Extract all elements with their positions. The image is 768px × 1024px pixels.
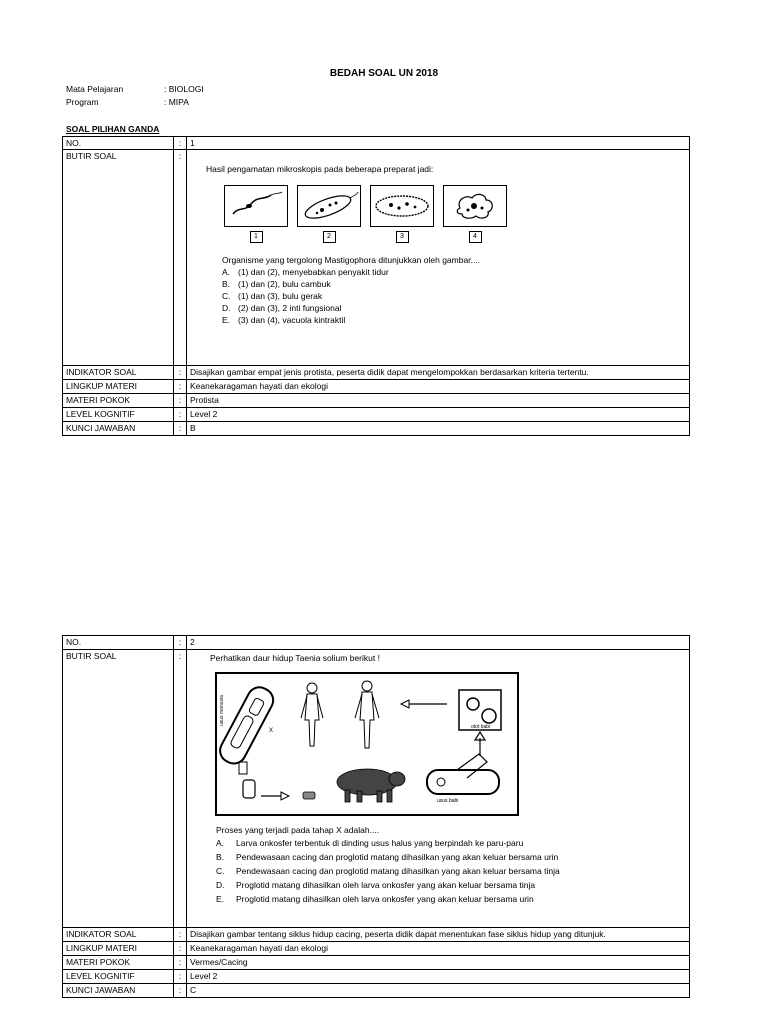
q2-lingkup-label: LINGKUP MATERI [63, 942, 174, 956]
q2-option-a-text: Larva onkosfer terbentuk di dinding usus halus yang berpindah ke paru-paru [236, 838, 524, 848]
ciliate-image [370, 185, 434, 227]
q1-indikator-colon: : [174, 366, 187, 380]
q2-label-usus-babi: usus babi [437, 798, 459, 804]
q2-question: Proses yang terjadi pada tahap X adalah.... [216, 825, 380, 835]
section-heading: SOAL PILIHAN GANDA [66, 124, 160, 134]
q2-lingkup-row [63, 942, 690, 956]
q2-option-d-text: Proglotid matang dihasilkan oleh larva onkosfer yang akan keluar bersama tinja [236, 880, 536, 890]
subject-key: Mata Pelajaran [66, 84, 124, 94]
q2-option-b-text: Pendewasaan cacing dan proglotid matang dihasilkan yang akan keluar bersama urin [236, 852, 559, 862]
q1-question: Organisme yang tergolong Mastigophora ditunjukkan oleh gambar.... [222, 255, 480, 265]
q2-option-e-letter: E. [216, 894, 225, 904]
q1-option-b-letter: B. [222, 279, 231, 289]
q2-option-c-letter: C. [216, 866, 225, 876]
q2-kunci-colon: : [174, 984, 187, 998]
q2-butir-label: BUTIR SOAL [63, 650, 174, 928]
q2-label-usus-manusia: usus manusia [219, 695, 225, 726]
q2-option-d [216, 878, 686, 892]
program-key: Program [66, 97, 99, 107]
q1-materi-row [63, 394, 690, 408]
q1-option-e-letter: E. [222, 315, 231, 325]
q2-level: Level 2 [187, 970, 690, 984]
q1-option-e-text: (3) dan (4), vacuola kintraktil [238, 315, 346, 325]
q2-question-block [216, 824, 686, 906]
q1-option-d-letter: D. [222, 303, 231, 313]
q1-butir-colon: : [174, 150, 187, 366]
amoeba-drawing [444, 186, 506, 226]
q1-level: Level 2 [187, 408, 690, 422]
q2-life-cycle-figure [215, 672, 519, 816]
question-2-table [62, 635, 690, 998]
q1-figure-3-label: 3 [396, 231, 409, 243]
q2-indikator-colon: : [174, 928, 187, 942]
q1-option-a-text: (1) dan (2), menyebabkan penyakit tidur [238, 267, 389, 277]
q1-option-d-text: (2) dan (3), 2 inti fungsional [238, 303, 342, 313]
subject-row [66, 84, 204, 94]
q1-level-label: LEVEL KOGNITIF [63, 408, 174, 422]
q1-number: 1 [187, 137, 690, 150]
q1-kunci-label: KUNCI JAWABAN [63, 422, 174, 436]
q2-kunci-label: KUNCI JAWABAN [63, 984, 174, 998]
q1-no-colon: : [174, 137, 187, 150]
flagellate-1-image [224, 185, 288, 227]
q2-butir-content [187, 650, 690, 928]
q1-materi-label: MATERI POKOK [63, 394, 174, 408]
q2-option-a [216, 836, 686, 850]
q2-materi-row [63, 956, 690, 970]
q2-lingkup: Keanekaragaman hayati dan ekologi [187, 942, 690, 956]
q1-butir-label: BUTIR SOAL [63, 150, 174, 366]
q1-no-label: NO. [63, 137, 174, 150]
paramecium-drawing [371, 186, 433, 226]
q1-level-colon: : [174, 408, 187, 422]
q2-kunci: C [187, 984, 690, 998]
q1-stem: Hasil pengamatan mikroskopis pada beberapa preparat jadi: [206, 164, 434, 174]
q1-butir-content [187, 150, 690, 366]
q1-kunci: B [187, 422, 690, 436]
subject-value: : BIOLOGI [164, 84, 204, 94]
q2-level-row [63, 970, 690, 984]
q1-indikator-label: INDIKATOR SOAL [63, 366, 174, 380]
q2-option-c-text: Pendewasaan cacing dan proglotid matang dihasilkan yang akan keluar bersama tinja [236, 866, 560, 876]
q2-kunci-row [63, 984, 690, 998]
q1-materi-colon: : [174, 394, 187, 408]
q1-option-e [222, 314, 686, 326]
q1-kunci-colon: : [174, 422, 187, 436]
q2-butir-row [63, 650, 690, 928]
q1-indikator-row [63, 366, 690, 380]
q2-label-x: X [269, 728, 274, 734]
q2-option-a-letter: A. [216, 838, 225, 848]
q2-no-colon: : [174, 636, 187, 650]
q2-indikator: Disajikan gambar tentang siklus hidup cacing, peserta didik dapat menentukan fase siklus hidup yang ditunjuk. [187, 928, 690, 942]
taenia-life-cycle-drawing [217, 674, 517, 814]
q2-materi: Vermes/Cacing [187, 956, 690, 970]
q1-materi: Protista [187, 394, 690, 408]
q2-number-row [63, 636, 690, 650]
q1-level-row [63, 408, 690, 422]
q1-option-a [222, 266, 686, 278]
q1-lingkup: Keanekaragaman hayati dan ekologi [187, 380, 690, 394]
q1-option-c-text: (1) dan (3), bulu gerak [238, 291, 323, 301]
q1-lingkup-colon: : [174, 380, 187, 394]
question-1-table [62, 136, 690, 436]
q2-option-b [216, 850, 686, 864]
program-value: : MIPA [164, 97, 189, 107]
q2-indikator-row [63, 928, 690, 942]
q1-figure [224, 185, 686, 243]
amoeba-image [443, 185, 507, 227]
q1-figure-3 [370, 185, 434, 243]
q2-butir-colon: : [174, 650, 187, 928]
q1-figure-2 [297, 185, 361, 243]
q2-level-colon: : [174, 970, 187, 984]
q1-figure-4 [443, 185, 507, 243]
program-row [66, 97, 189, 107]
q1-question-block [222, 254, 686, 326]
q2-option-b-letter: B. [216, 852, 225, 862]
flagellate-2-image [297, 185, 361, 227]
q1-option-b [222, 278, 686, 290]
q2-stem: Perhatikan daur hidup Taenia solium berikut ! [210, 653, 380, 663]
q1-indikator: Disajikan gambar empat jenis protista, peserta didik dapat mengelompokkan berdasarkan kriteria tertentu. [187, 366, 690, 380]
q2-option-c [216, 864, 686, 878]
q2-label-otot-babi: otot babi [471, 724, 491, 730]
trypanosoma-drawing [225, 186, 287, 226]
q2-option-d-letter: D. [216, 880, 225, 890]
euglena-drawing [298, 186, 360, 226]
q2-level-label: LEVEL KOGNITIF [63, 970, 174, 984]
q1-lingkup-label: LINGKUP MATERI [63, 380, 174, 394]
q1-figure-4-label: 4 [469, 231, 482, 243]
q1-option-b-text: (1) dan (2), bulu cambuk [238, 279, 331, 289]
q1-figure-1-label: 1 [250, 231, 263, 243]
q2-materi-colon: : [174, 956, 187, 970]
q1-figure-1 [224, 185, 288, 243]
document-title: BEDAH SOAL UN 2018 [329, 68, 439, 79]
q2-no-label: NO. [63, 636, 174, 650]
q1-number-row [63, 137, 690, 150]
q2-lingkup-colon: : [174, 942, 187, 956]
q2-number: 2 [187, 636, 690, 650]
q1-option-a-letter: A. [222, 267, 231, 277]
q1-butir-row [63, 150, 690, 366]
q1-option-d [222, 302, 686, 314]
q2-option-e [216, 892, 686, 906]
q2-indikator-label: INDIKATOR SOAL [63, 928, 174, 942]
q1-kunci-row [63, 422, 690, 436]
q1-option-c-letter: C. [222, 291, 231, 301]
q1-option-c [222, 290, 686, 302]
q2-option-e-text: Proglotid matang dihasilkan oleh larva onkosfer yang akan keluar bersama urin [236, 894, 534, 904]
q1-figure-2-label: 2 [323, 231, 336, 243]
q2-materi-label: MATERI POKOK [63, 956, 174, 970]
q1-lingkup-row [63, 380, 690, 394]
